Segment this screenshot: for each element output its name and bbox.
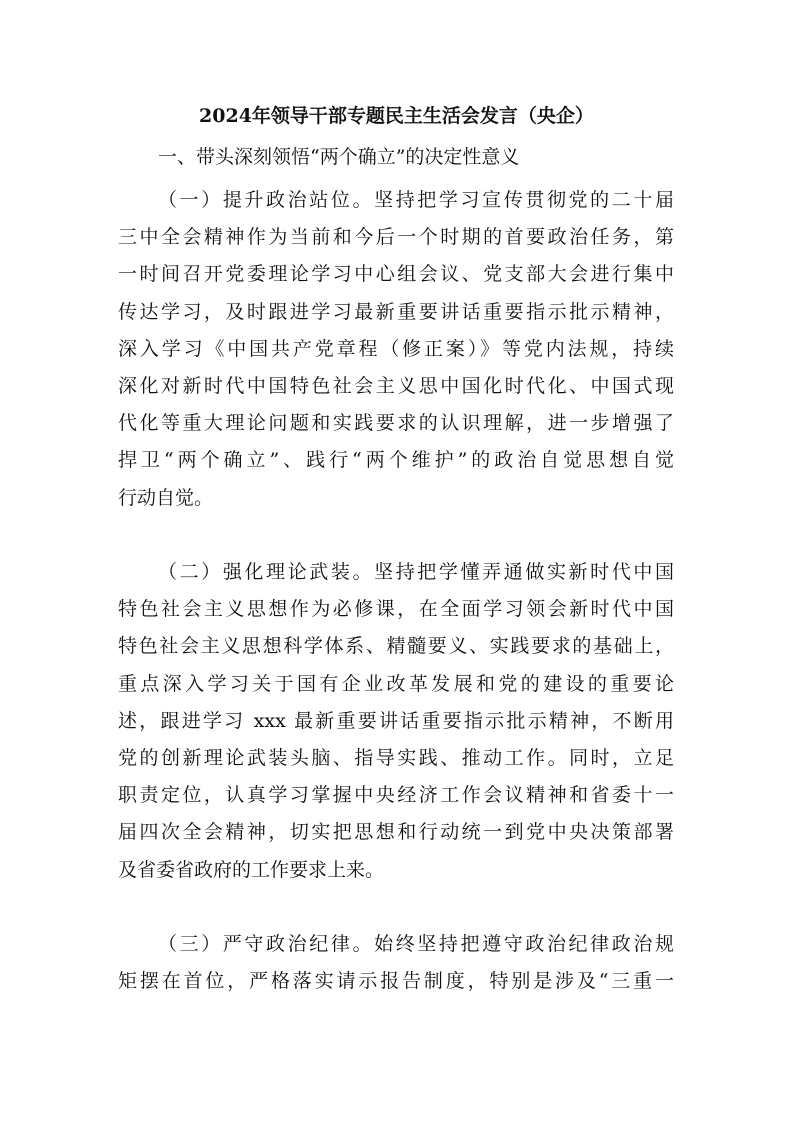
paragraph-line: 述，跟进学习 xxx 最新重要讲话重要指示批示精神，不断用 bbox=[118, 709, 674, 732]
paragraph-line: 重点深入学习关于国有企业改革发展和党的建设的重要论 bbox=[118, 672, 674, 695]
paragraph-line: 矩摆在首位，严格落实请示报告制度，特别是涉及“三重一 bbox=[118, 970, 674, 993]
paragraph-line: 代化等重大理论问题和实践要求的认识理解，进一步增强了 bbox=[118, 412, 674, 435]
paragraph-line: 三中全会精神作为当前和今后一个时期的首要政治任务，第 bbox=[118, 226, 674, 249]
section-heading: 一、带头深刻领悟“两个确立”的决定性意义 bbox=[158, 146, 520, 168]
document-title: 2024年领导干部专题民主生活会发言（央企） bbox=[199, 105, 594, 127]
paragraph-line: 党的创新理论武装头脑、指导实践、推动工作。同时，立足 bbox=[118, 746, 674, 769]
paragraph-line: 特色社会主义思想作为必修课，在全面学习领会新时代中国 bbox=[118, 598, 674, 621]
paragraph-line: 一时间召开党委理论学习中心组会议、党支部大会进行集中 bbox=[118, 263, 674, 286]
paragraph-2 bbox=[118, 554, 674, 889]
paragraph-line: 及省委省政府的工作要求上来。 bbox=[118, 858, 385, 881]
paragraph-line: （一）提升政治站位。坚持把学习宣传贯彻党的二十届 bbox=[158, 189, 674, 211]
paragraph-line: 深化对新时代中国特色社会主义思中国化时代化、中国式现 bbox=[118, 374, 674, 397]
paragraph-line: 深入学习《中国共产党章程（修正案）》等党内法规，持续 bbox=[118, 337, 674, 360]
paragraph-line: 传达学习，及时跟进学习最新重要讲话重要指示批示精神， bbox=[118, 300, 674, 323]
paragraph-line: （二）强化理论武装。坚持把学懂弄通做实新时代中国 bbox=[158, 561, 674, 583]
paragraph-1 bbox=[118, 182, 674, 517]
paragraph-3 bbox=[118, 926, 674, 1000]
paragraph-line: 行动自觉。 bbox=[118, 486, 214, 509]
paragraph-line: 捍卫“两个确立”、践行“两个维护”的政治自觉思想自觉 bbox=[118, 449, 674, 472]
paragraph-line: 职责定位，认真学习掌握中央经济工作会议精神和省委十一 bbox=[118, 784, 674, 807]
paragraph-line: （三）严守政治纪律。始终坚持把遵守政治纪律政治规 bbox=[158, 933, 674, 955]
paragraph-line: 届四次全会精神，切实把思想和行动统一到党中央决策部署 bbox=[118, 821, 674, 844]
paragraph-line: 特色社会主义思想科学体系、精髓要义、实践要求的基础上， bbox=[118, 635, 674, 658]
